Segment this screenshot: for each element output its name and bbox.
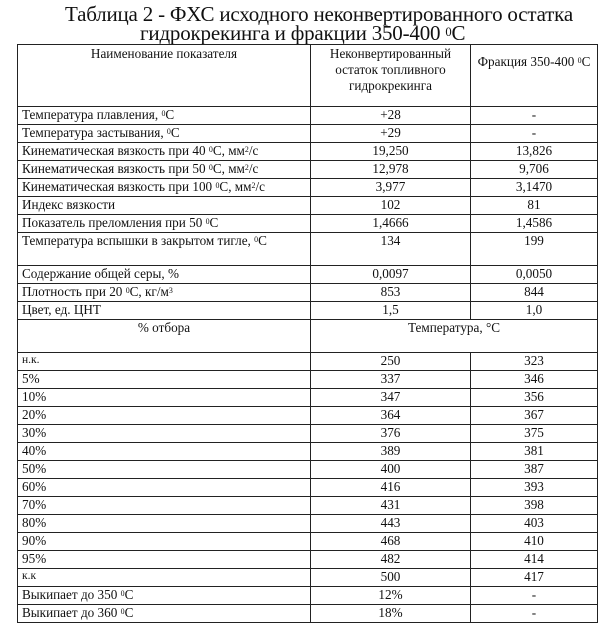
parameter-name (18, 161, 311, 179)
residue-value: 0,0097 (311, 266, 471, 284)
parameter-name-text: Выкипает до 360 (22, 605, 121, 620)
residue-temperature: 443 (311, 515, 471, 533)
header-fraction-unit: C (582, 54, 591, 69)
residue-temperature: 431 (311, 497, 471, 515)
parameter-name (18, 605, 311, 623)
parameter-unit: C (165, 107, 174, 122)
degree-superscript: 0 (445, 25, 451, 39)
parameter-name (18, 587, 311, 605)
parameter-name-text: Индекс вязкости (22, 197, 115, 212)
parameter-name (18, 266, 311, 284)
residue-value: 1,5 (311, 302, 471, 320)
residue-value: 12,978 (311, 161, 471, 179)
distillation-label: 10% (18, 389, 311, 407)
residue-value: 19,250 (311, 143, 471, 161)
parameter-unit: C, мм (213, 161, 245, 176)
residue-value: 3,977 (311, 179, 471, 197)
table-row (18, 266, 598, 284)
fraction-temperature: 323 (471, 353, 598, 371)
parameter-name (18, 302, 311, 320)
parameter-name-text: Кинематическая вязкость при 50 (22, 161, 209, 176)
table-row (18, 143, 598, 161)
table-row (18, 215, 598, 233)
parameter-unit: C (125, 587, 134, 602)
distillation-row (18, 569, 598, 587)
parameter-name (18, 215, 311, 233)
table-row (18, 233, 598, 266)
fraction-temperature: 410 (471, 533, 598, 551)
degree-superscript: 0 (215, 181, 219, 190)
distillation-header-section (18, 320, 598, 353)
unit-superscript: 3 (169, 286, 173, 295)
distillation-label: 60% (18, 479, 311, 497)
parameter-unit: C, мм (219, 179, 251, 194)
distillation-label: 90% (18, 533, 311, 551)
fraction-temperature: 356 (471, 389, 598, 407)
parameter-name (18, 197, 311, 215)
title-line-2 (140, 23, 465, 43)
fraction-temperature: 367 (471, 407, 598, 425)
distillation-row (18, 353, 598, 371)
distillation-label: 5% (18, 371, 311, 389)
parameter-name-text: Показатель преломления при 50 (22, 215, 206, 230)
degree-superscript: 0 (121, 607, 125, 616)
fraction-temperature: 398 (471, 497, 598, 515)
residue-value: 102 (311, 197, 471, 215)
parameter-name-text: Плотность при 20 (22, 284, 126, 299)
table-row (18, 107, 598, 125)
distillation-row (18, 515, 598, 533)
residue-value: +29 (311, 125, 471, 143)
distillation-row (18, 425, 598, 443)
properties-body (18, 107, 598, 320)
distillation-row (18, 461, 598, 479)
boiling-body (18, 587, 598, 623)
distillation-row (18, 551, 598, 569)
parameter-name (18, 107, 311, 125)
fraction-temperature: 387 (471, 461, 598, 479)
fraction-temperature: 375 (471, 425, 598, 443)
parameter-name-text: Кинематическая вязкость при 40 (22, 143, 209, 158)
distillation-label: 40% (18, 443, 311, 461)
residue-temperature: 416 (311, 479, 471, 497)
degree-superscript: 0 (121, 589, 125, 598)
parameter-unit: C (171, 125, 180, 140)
parameter-name-text: Выкипает до 350 (22, 587, 121, 602)
fraction-value: 9,706 (471, 161, 598, 179)
fraction-value: 13,826 (471, 143, 598, 161)
title-unit: C (451, 21, 465, 45)
parameter-unit-tail: /с (255, 179, 265, 194)
fraction-value: 81 (471, 197, 598, 215)
residue-value: 1,4666 (311, 215, 471, 233)
header-percent-distilled: % отбора (18, 320, 311, 353)
fraction-temperature: 414 (471, 551, 598, 569)
parameter-unit: C, кг/м (130, 284, 169, 299)
distillation-label: к.к (18, 569, 311, 587)
fraction-temperature: 346 (471, 371, 598, 389)
distillation-row (18, 533, 598, 551)
distillation-label: 50% (18, 461, 311, 479)
fraction-value: 3,1470 (471, 179, 598, 197)
table-row (18, 197, 598, 215)
residue-temperature: 500 (311, 569, 471, 587)
residue-value: 12% (311, 587, 471, 605)
distillation-label: 70% (18, 497, 311, 515)
table-row (18, 284, 598, 302)
distillation-row (18, 371, 598, 389)
parameter-unit: C (125, 605, 134, 620)
residue-temperature: 250 (311, 353, 471, 371)
header-residue: Неконвертированный остаток топливного гидрокрекинга (311, 45, 471, 107)
unit-superscript: 2 (245, 163, 249, 172)
residue-value: 18% (311, 605, 471, 623)
degree-superscript: 0 (209, 145, 213, 154)
degree-superscript: 0 (167, 127, 171, 136)
parameter-unit: C (258, 233, 267, 248)
unit-superscript: 2 (252, 181, 256, 190)
parameter-name (18, 125, 311, 143)
distillation-label: 30% (18, 425, 311, 443)
fraction-temperature: 393 (471, 479, 598, 497)
parameter-unit: C (210, 215, 219, 230)
fraction-temperature: 417 (471, 569, 598, 587)
distillation-header-row (18, 320, 598, 353)
title-line-1: Таблица 2 - ФХС исходного неконвертированного остатка (65, 4, 573, 24)
parameter-name-text: Температура застывания, (22, 125, 167, 140)
distillation-label: н.к. (18, 353, 311, 371)
header-temperature: Температура, °C (311, 320, 598, 353)
residue-temperature: 337 (311, 371, 471, 389)
distillation-row (18, 407, 598, 425)
distillation-body (18, 353, 598, 587)
degree-superscript: 0 (254, 235, 258, 244)
distillation-row (18, 389, 598, 407)
table-row (18, 125, 598, 143)
parameter-unit: C, мм (213, 143, 245, 158)
distillation-row (18, 479, 598, 497)
degree-superscript: 0 (126, 286, 130, 295)
table-row (18, 179, 598, 197)
residue-temperature: 364 (311, 407, 471, 425)
degree-superscript: 0 (206, 217, 210, 226)
degree-superscript: 0 (209, 163, 213, 172)
table-row (18, 161, 598, 179)
fraction-value: - (471, 125, 598, 143)
fraction-value: 0,0050 (471, 266, 598, 284)
fraction-value: - (471, 605, 598, 623)
parameter-name (18, 143, 311, 161)
residue-value: +28 (311, 107, 471, 125)
boiling-row (18, 587, 598, 605)
fraction-value: 844 (471, 284, 598, 302)
residue-temperature: 468 (311, 533, 471, 551)
table-row (18, 302, 598, 320)
fraction-value: 1,4586 (471, 215, 598, 233)
parameter-name-text: Содержание общей серы, % (22, 266, 179, 281)
parameter-name (18, 179, 311, 197)
residue-value: 134 (311, 233, 471, 266)
header-fraction-text: Фракция 350-400 (478, 54, 578, 69)
properties-table (17, 44, 598, 623)
unit-superscript: 2 (245, 145, 249, 154)
degree-superscript: 0 (161, 109, 165, 118)
parameter-name (18, 284, 311, 302)
fraction-value: - (471, 107, 598, 125)
fraction-value: 199 (471, 233, 598, 266)
distillation-label: 20% (18, 407, 311, 425)
fraction-value: - (471, 587, 598, 605)
parameter-name-text: Кинематическая вязкость при 100 (22, 179, 215, 194)
residue-temperature: 400 (311, 461, 471, 479)
residue-temperature: 376 (311, 425, 471, 443)
residue-temperature: 347 (311, 389, 471, 407)
fraction-temperature: 381 (471, 443, 598, 461)
residue-value: 853 (311, 284, 471, 302)
boiling-row (18, 605, 598, 623)
parameter-name (18, 233, 311, 266)
distillation-row (18, 497, 598, 515)
parameter-unit-tail: /с (249, 143, 259, 158)
header-fraction (471, 45, 598, 107)
fraction-value: 1,0 (471, 302, 598, 320)
distillation-label: 95% (18, 551, 311, 569)
distillation-label: 80% (18, 515, 311, 533)
residue-temperature: 482 (311, 551, 471, 569)
distillation-row (18, 443, 598, 461)
fraction-temperature: 403 (471, 515, 598, 533)
header-row (18, 45, 598, 107)
degree-superscript: 0 (578, 56, 582, 65)
parameter-name-text: Температура плавления, (22, 107, 161, 122)
residue-temperature: 389 (311, 443, 471, 461)
parameter-name-text: Цвет, ед. ЦНТ (22, 302, 101, 317)
header-parameter-name: Наименование показателя (18, 45, 311, 107)
title-line-2-text: гидрокрекинга и фракции 350-400 (140, 21, 445, 45)
parameter-name-text: Температура вспышки в закрытом тигле, (22, 233, 254, 248)
parameter-unit-tail: /с (249, 161, 259, 176)
